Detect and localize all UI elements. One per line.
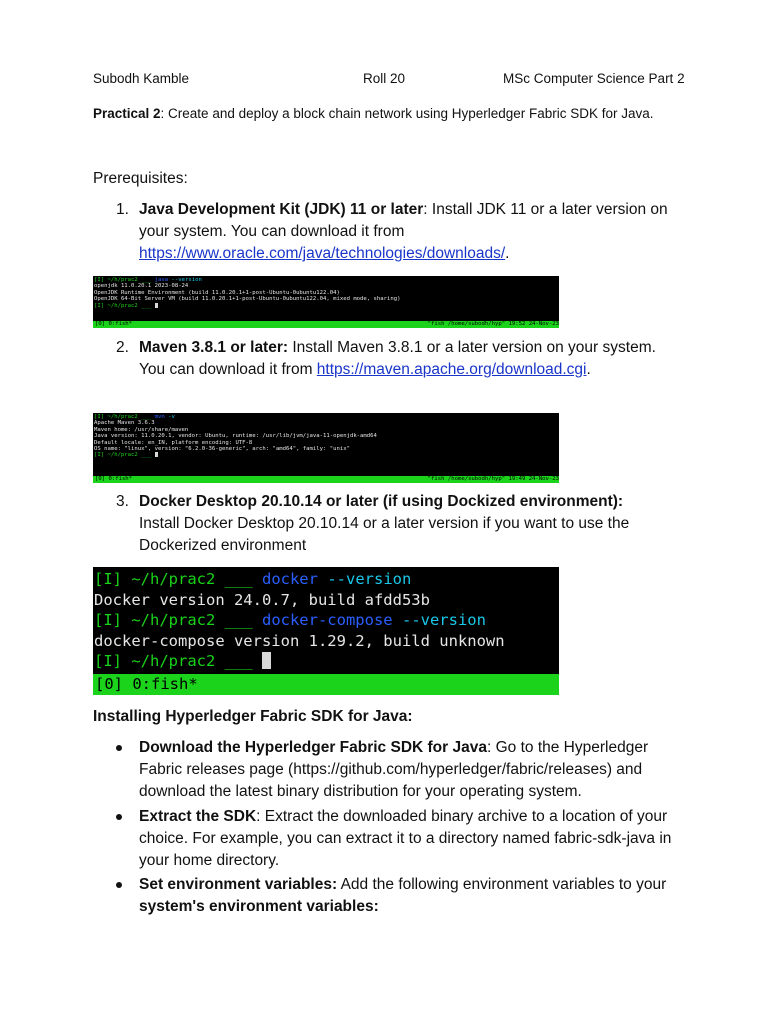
bullet-dot — [116, 882, 122, 888]
terminal-cursor — [262, 652, 271, 669]
status-left: [0] 0:fish* — [95, 675, 198, 693]
item-text: Install Maven 3.8.1 or a later version on your system. You can download it from — [139, 339, 656, 378]
docker-version-terminal — [93, 567, 559, 695]
bullet-dot — [116, 745, 122, 751]
item-bold: Java Development Kit (JDK) 11 or later — [139, 201, 424, 218]
terminal-cursor — [155, 303, 158, 308]
terminal-arg: -v — [168, 414, 175, 420]
terminal-arg: --version — [401, 611, 486, 629]
course-name: MSc Computer Science Part 2 — [503, 71, 685, 86]
terminal-line — [94, 569, 558, 590]
bullet-text: Add the following environment variables to your — [337, 876, 667, 893]
bullet-bold: Download the Hyperledger Fabric SDK for Java — [139, 739, 487, 756]
java-version-terminal — [93, 276, 559, 328]
item-text: Install Docker Desktop 20.10.14 or a later version if you want to use the Dockerized environment — [139, 515, 630, 554]
terminal-prompt: [I] ~/h/prac2 ___ — [94, 652, 253, 670]
roll-number: Roll 20 — [363, 71, 406, 86]
terminal-command: docker — [261, 570, 318, 588]
terminal-statusbar — [93, 674, 559, 695]
terminal-line — [94, 610, 558, 631]
terminal-line — [94, 651, 558, 672]
status-left: [0] 0:fish* — [95, 476, 133, 482]
maven-download-link[interactable]: https://maven.apache.org/download.cgi — [316, 361, 587, 378]
item-number: 1. — [116, 201, 129, 218]
terminal-prompt: [I] ~/h/prac2 ___ — [94, 277, 152, 283]
terminal-output: Java version: 11.0.20.1, vendor: Ubuntu, runtime: /usr/lib/jvm/java-11-openjdk-amd64 — [94, 433, 377, 440]
terminal-statusbar — [93, 321, 559, 328]
terminal-output: Maven home: /usr/share/maven — [94, 426, 189, 433]
terminal-output: Docker version 24.0.7, build afdd53b — [94, 590, 430, 609]
terminal-command: java — [154, 277, 169, 283]
terminal-arg: --version — [327, 570, 412, 588]
terminal-line — [94, 303, 558, 309]
bullet-text: : Extract the downloaded binary archive to a location of your choice. For example, you can extract it to a directory named fabric-sdk-java in your home directory. — [139, 808, 672, 869]
status-right: "fish /home/subodh/hyp" 19:49 24-Nov-23 — [427, 476, 559, 482]
practical-text: : Create and deploy a block chain network using Hyperledger Fabric SDK for Java. — [160, 106, 654, 121]
status-right: "fish /home/subodh/hyp" 19:52 24-Nov-23 — [427, 321, 559, 327]
maven-version-terminal — [93, 413, 559, 483]
terminal-output: openjdk 11.0.20.1 2023-08-24 — [94, 283, 189, 290]
oracle-download-link[interactable]: https://www.oracle.com/java/technologies/downloads/ — [139, 245, 506, 262]
bullet-bold: Set environment variables: — [139, 876, 338, 893]
terminal-line — [94, 452, 558, 458]
terminal-arg: --version — [171, 277, 202, 283]
terminal-output: docker-compose version 1.29.2, build unknown — [94, 631, 505, 650]
bullet-dot — [116, 814, 122, 820]
terminal-cursor — [155, 452, 158, 457]
bullet-bold-tail: system's environment variables: — [139, 898, 379, 915]
bullet-text: : Go to the Hyperledger Fabric releases page (https://github.com/hyperledger/fabric/releases) and download the latest binary distribution for your operating system. — [139, 739, 649, 800]
terminal-prompt: [I] ~/h/prac2 ___ — [94, 302, 152, 309]
practical-label: Practical 2 — [93, 106, 161, 121]
item-text: : Install JDK 11 or a later version on your system. You can download it from — [139, 201, 668, 240]
prerequisites-title: Prerequisites: — [93, 170, 188, 187]
item-bold: Maven 3.8.1 or later: — [139, 339, 289, 356]
item-number: 2. — [116, 339, 129, 356]
install-section-title: Installing Hyperledger Fabric SDK for Java: — [93, 708, 413, 725]
bullet-bold: Extract the SDK — [139, 808, 257, 825]
author-name: Subodh Kamble — [93, 71, 190, 86]
item-tail: . — [586, 361, 591, 378]
terminal-prompt: [I] ~/h/prac2 ___ — [94, 452, 152, 459]
terminal-output: OS name: "linux", version: "6.2.0-36-generic", arch: "amd64", family: "unix" — [94, 446, 350, 453]
terminal-command: docker-compose — [261, 611, 393, 629]
terminal-output: OpenJDK Runtime Environment (build 11.0.20.1+1-post-Ubuntu-0ubuntu122.04) — [94, 289, 340, 296]
item-number: 3. — [116, 493, 129, 510]
terminal-command: mvn — [154, 414, 165, 420]
terminal-output: Default locale: en_IN, platform encoding: UTF-8 — [94, 439, 253, 446]
terminal-prompt: [I] ~/h/prac2 ___ — [94, 611, 253, 629]
item-bold: Docker Desktop 20.10.14 or later (if using Dockized environment): — [139, 493, 624, 510]
item-tail: . — [505, 245, 510, 262]
terminal-statusbar — [93, 476, 559, 483]
terminal-prompt: [I] ~/h/prac2 ___ — [94, 414, 152, 420]
status-left: [0] 0:fish* — [95, 321, 133, 327]
terminal-prompt: [I] ~/h/prac2 ___ — [94, 570, 253, 588]
terminal-output: Apache Maven 3.6.3 — [94, 420, 155, 427]
terminal-output: OpenJDK 64-Bit Server VM (build 11.0.20.1+1-post-Ubuntu-0ubuntu122.04, mixed mode, sharing) — [94, 296, 401, 303]
practical-heading — [93, 106, 654, 121]
